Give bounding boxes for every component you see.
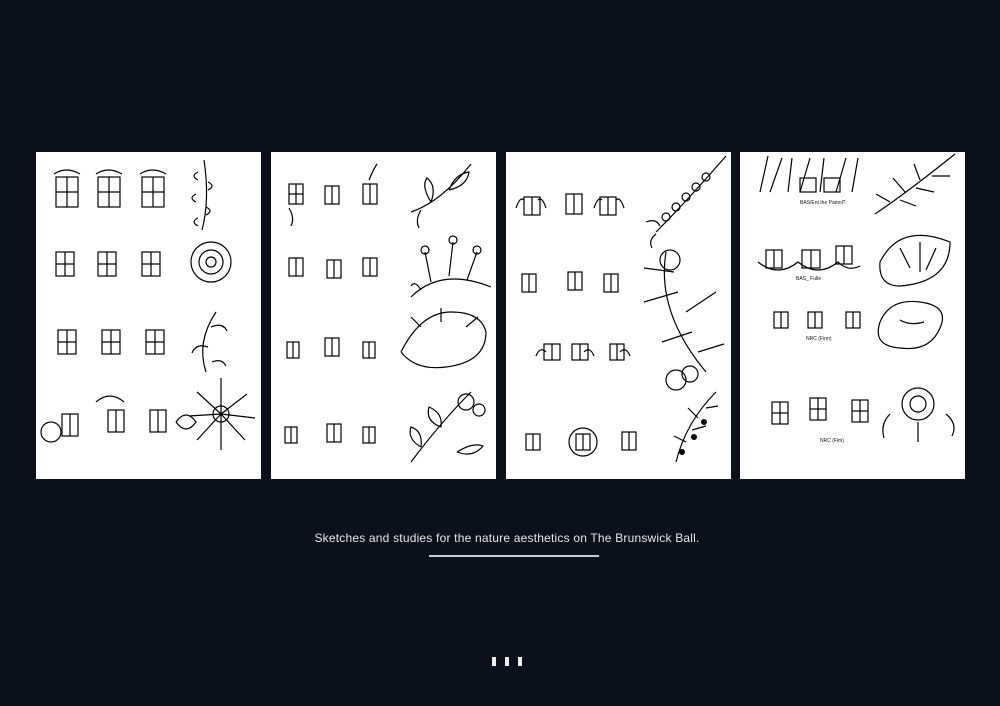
sketch-drawing — [36, 152, 261, 479]
caption-underline — [429, 555, 599, 557]
pager-dot[interactable] — [505, 657, 509, 666]
sketch-drawing — [271, 152, 496, 479]
sketch-sheet-2 — [271, 152, 496, 479]
sketch-note: NRC (Firm) — [806, 336, 832, 342]
pager-dot[interactable] — [518, 657, 522, 666]
pager-dot[interactable] — [492, 657, 496, 666]
sketch-note: BAS_ Fulle — [796, 276, 822, 282]
caption: Sketches and studies for the nature aesthetics on The Brunswick Ball. — [314, 531, 700, 545]
sketch-note: NRC (Fim) — [820, 438, 844, 444]
sketch-sheet-1 — [36, 152, 261, 479]
sketch-drawing — [740, 152, 965, 479]
sketch-sheet-3 — [506, 152, 731, 479]
sketch-note: BAS/Ent the Pamol? — [800, 200, 846, 206]
sketch-sheet-4 — [740, 152, 965, 479]
sketch-drawing — [506, 152, 731, 479]
